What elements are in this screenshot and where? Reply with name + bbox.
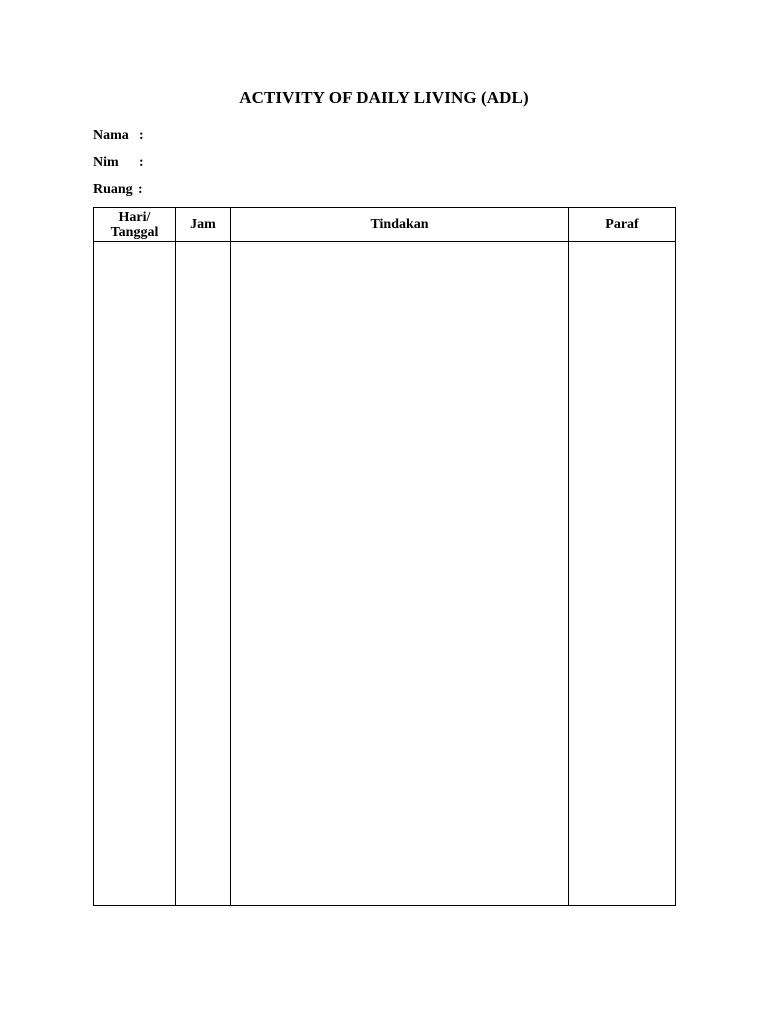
field-ruang-label: Ruang	[93, 182, 133, 197]
field-ruang	[93, 182, 143, 198]
field-nama-separator: :	[139, 128, 144, 143]
cell-paraf[interactable]	[569, 242, 676, 906]
header-jam: Jam	[176, 208, 231, 242]
adl-table	[93, 207, 676, 906]
field-nama	[93, 128, 144, 144]
cell-tindakan[interactable]	[231, 242, 569, 906]
table-header-row	[94, 208, 676, 242]
field-nim-separator: :	[139, 155, 144, 170]
cell-hari-tanggal[interactable]	[94, 242, 176, 906]
header-hari: Hari/	[118, 209, 151, 225]
table-row	[94, 242, 676, 906]
field-ruang-separator: :	[138, 182, 143, 197]
cell-jam[interactable]	[176, 242, 231, 906]
header-tanggal: Tanggal	[110, 224, 159, 240]
field-nama-label: Nama	[93, 128, 129, 143]
header-hari-tanggal	[94, 208, 176, 242]
field-nim-label: Nim	[93, 155, 119, 170]
header-tindakan: Tindakan	[231, 208, 569, 242]
header-paraf: Paraf	[569, 208, 676, 242]
field-nim	[93, 155, 144, 171]
page-title: ACTIVITY OF DAILY LIVING (ADL)	[239, 88, 529, 107]
